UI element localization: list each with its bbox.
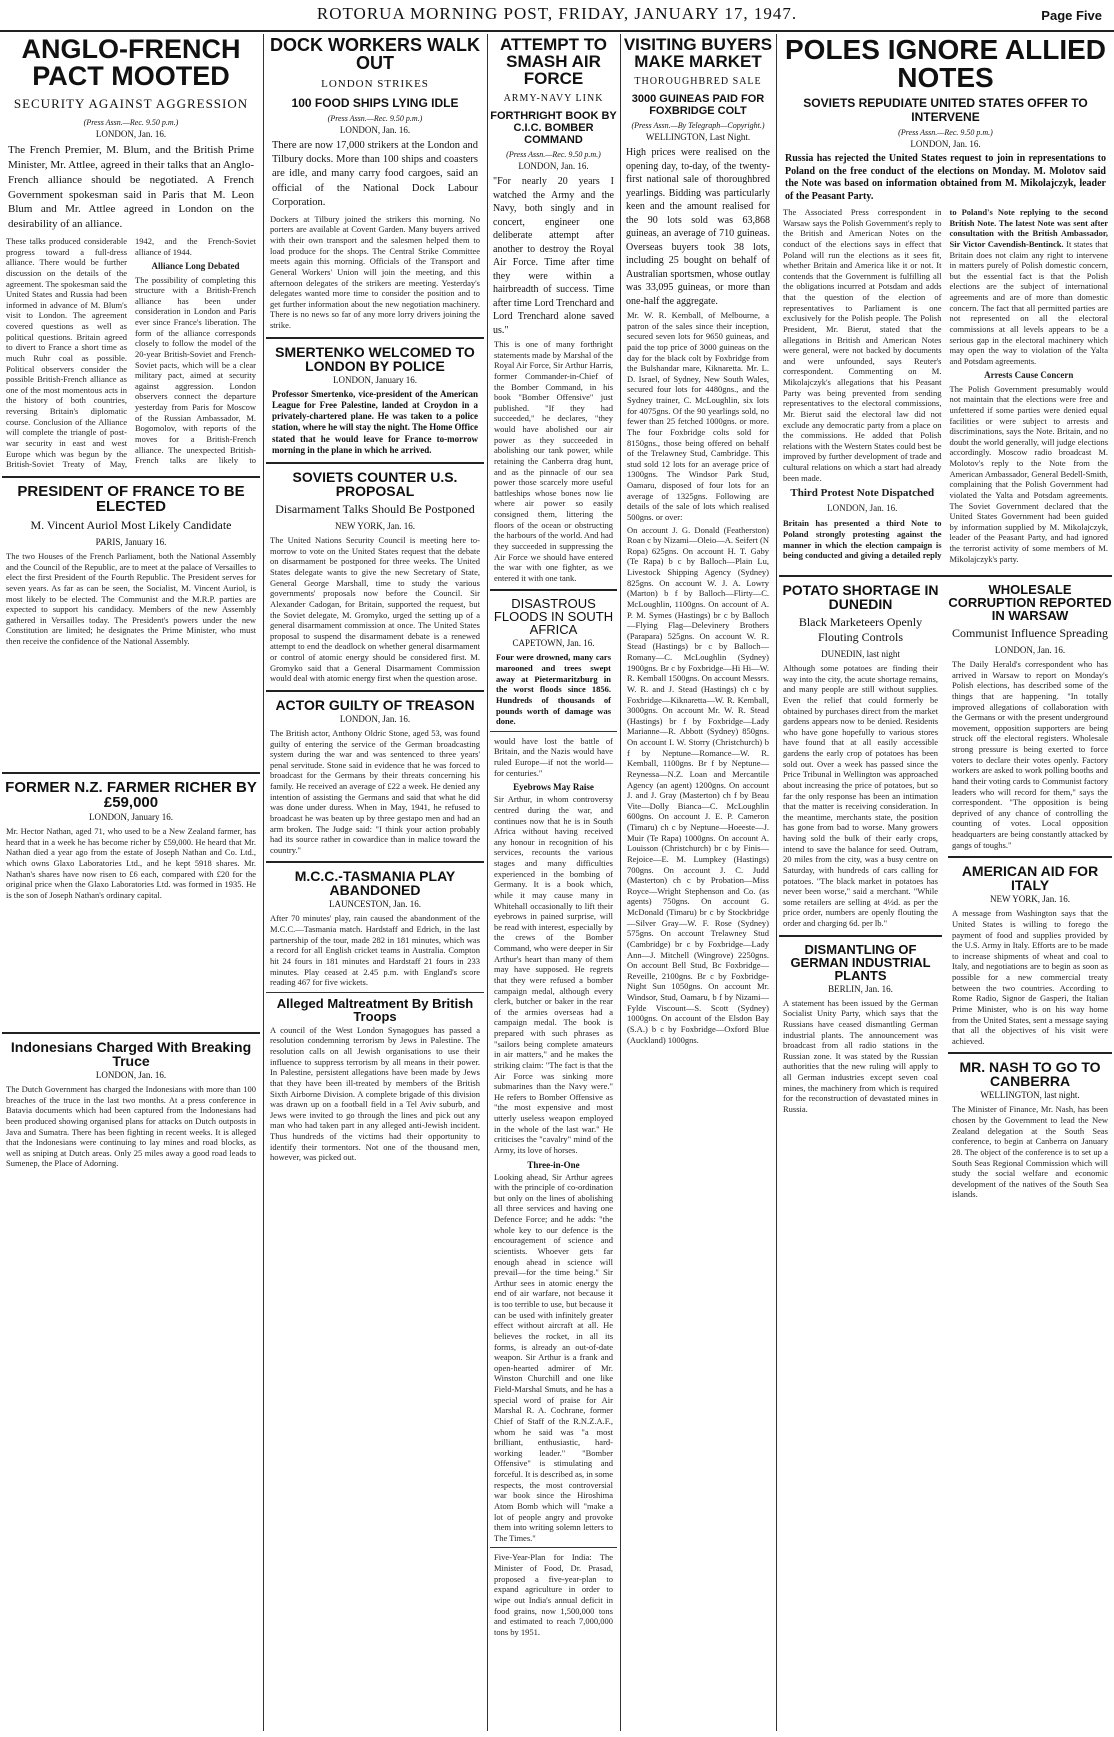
subheadline: SOVIETS REPUDIATE UNITED STATES OFFER TO INTERVENE <box>803 96 1088 124</box>
section-subhead: Alliance Long Debated <box>151 261 240 272</box>
headline: Indonesians Charged With Breaking Truce <box>10 1039 252 1070</box>
dateline: LONDON, January 16. <box>333 374 417 385</box>
section-divider <box>779 575 1112 577</box>
article-dismantling-plants <box>779 943 942 1115</box>
article-body <box>6 236 256 470</box>
article-dock-workers <box>266 36 484 331</box>
article-attempt-to-smash <box>490 36 617 583</box>
article-indonesians-charged <box>2 1040 260 1169</box>
section-divider <box>266 992 484 993</box>
section-divider <box>2 772 260 774</box>
article-body: The British actor, Anthony Oldric Stone, aged 53, was found guilty of entering the service of the German broadcasting system during the war and was sentenced to three years' penal servitude. Stone said in evidence that he was forced to broadcast for the Germans by their threats concerning his family. He received an average of £22 a week. He denied any intention of assisting the Germans and said that what he did was done under duress. When in May, 1941, he refused to broadcast he was beaten up by three gestapo men and had an arm broken. The Judge said: "I think your action probably had its source rather in cowardice than in malice toward the country." <box>270 727 480 855</box>
article-body: Sir Arthur, in whom controversy centred during the war, and continues now that he is in South Africa without having received any honour in recognition of his services, recounts the various stages and many difficulties experienced in the bombing of Germany. It is a book which, while it may cause many in Whitehall occasionally to lift their eyebrows in pained surprise, will be read with interest, especially by the crews of the Bomber Command, who were deeper in Sir Arthur's heart than many of them may have supposed. He regrets that they were refused a bomber campaign medal, although every clerk, butcher or baker in the rear of the armies overseas had a campaign medal. The book is prepared with such phrases as "sailors being complete amateurs in air matters," and he makes the striking claim: "The fact is that the Air Force was sinking more submarines than the Navy were." He refers to Bomber Offensive as "the most expensive and most utterly useless weapon employed in the whole of the last war." He criticises the "cavalry" mind of the Army, its love of horses. <box>494 794 613 1155</box>
lower-right <box>948 583 1112 1204</box>
article-floods-south-africa <box>490 597 617 726</box>
subheadline: THOROUGHBRED SALE <box>634 76 762 87</box>
article-smertenko <box>266 345 484 457</box>
column-4 <box>623 36 773 1731</box>
lead-paragraph: High prices were realised on the opening day, to-day, of the twenty-first national sale of thoroughbred yearlings. Bidding was particularly keen and the amount realised for the 90 lots sold was 63,868 guineas, an average of 710 guineas. Overseas buyers took 38 lots, including 25 bought on behalf of Australian sportsmen, whose outlay was 33,095 guineas, or more than one-half the aggregate. <box>626 147 770 307</box>
column-1 <box>2 36 260 1731</box>
body-text: It states that Britain does not claim any right to intervene in matters purely of Polish domestic concern, but the essential fact is that the Polish elections are the subject of international agreements and are of more than domestic concern. The fact that all permitted parties are not represented on all the electoral commissions at all levels appears to be a serious gap in the electoral machinery which may open the way to violation of the Yalta and Potsdam agreements. <box>949 238 1108 366</box>
subheadline: Black Marketeers Openly Flouting Controls <box>798 615 923 644</box>
article-body: Five-Year-Plan for India: The Minister of Food, Dr. Prasad, proposed a five-year-plan to expand agriculture in order to wipe out India's annual deficit in food grains, now 1,500,000 tons and estimated to reach 7,000,000 tons by 1951. <box>494 1552 613 1637</box>
article-former-nz-farmer <box>2 780 260 1026</box>
subheadline: SECURITY AGAINST AGGRESSION <box>13 96 249 111</box>
article-body: Looking ahead, Sir Arthur agrees with the principle of co-ordination but only on the lines of abolishing all three services and having one Defence Force; and he adds: "the whole key to our defence is the encouragement of science and scientists. Whoever gets far enough ahead in science will prevail—for the time being." Sir Arthur sees in atomic energy the end of air warfare, not because it is too terrible to use, but because it can be used with infinitely greater effect without aircraft at all. He believes the rocket, in all its forms, is already an out-of-date weapon. Sir Arthur is a frank and open-hearted admirer of Mr. Winston Churchill and one like Field-Marshal Smuts, and he has a special word of praise for Air Marshal R. A. Cochrane, former Chief of Staff of the R.N.Z.A.F., whom he said was "a most brilliant, enthusiastic, hard-working leader." "Bomber Offensive" is stimulating and forceful. It is described as, in some respects, the most controversial war book since the Hiroshima Atom Bomb which will "make a lot of people angry and provoke them into writing solemn letters to The Times." <box>494 1171 613 1543</box>
sale-results: On account J. G. Donald (Featherston) Roan c by Nizami—Oleio—A. Seifert (N Ropa) 625gns. On account H. T. Gaby (Te Rapa) b c by Balloch—Plain Lu, Livestock Shipping Agency (Sydney) 825gns. On account W. J. A. Lowry (Marton) b f by Balloch—Flirty—C. McLoughlin, 1100gns. On account of A. P. M. Symes (Hastings) br c by Balloch—Flying Flag—Delevinery Brothers (Parapara) 525gns. On account W. R. Stead (Hastings) br c by Balloch—Romany—C. McLoughlin (Sydney) 1900gns. Br c by Foxbridge—Hi Hi—W. R. Kemball 1500gns. On account Messrs. W. R. and J. Stead (Hastings) ch c by Foxbridge—Kiknaretta—W. R. Kemball, 3000gns. On account Mr. W. R. Stead (Hastings) br f by Foxbridge—Lady Marianne—R. Abbott (Sydney) 850gns. On account I. W. Storry (Christchurch) b f by Neptune—Romance—W. R. Kemball, 1100gns. Br f by Neptune—Reynessa—N.Z. Loan and Mercantile Agency (an agent) 1200gns. On account J. and J. Gray (Masterton) ch f by Beau Vite—Dolly Bianca—C. McLoughlin 600gns. On account J. E. P. Cameron (Timaru) ch c by Neptune—Hoeeste—J. Muir (Te Rapa) 1000gns. On account A. Louisson (Christchurch) br c by Finis—Rejoice—E. M. Lumpkey (Hastings) 700gns. On account J. C. Judd (Masterton) ch c by Probation—Miss Royce—Wright Stephenson and Co. (as agents) 750gns. On account G. McDonald (Timaru) br c by Stockbridge—Silver Gray—W. F. Rose (Sydney) 575gns. On account Trelawney Stud (Cambridge) br c by Foxbridge—Lady Ann—J. Mitchell (Wingrove) 2250gns. On account Bell Stud, Bc Foxbridge—Reveille, 2100gns. Br c by Foxbridge-Night Sun 1050gns. On account Mr. Windsor, Stud, Oamaru, b f by Nizami—Fylde Viscount—S. Scott (Sydney) 1000gns. On account of the Elsdon Bay (S.A.) b c by Foxbridge—Oxford Blue (Auckland) 1000gns. <box>627 524 769 1045</box>
dateline: BERLIN, Jan. 16. <box>828 983 893 994</box>
article-mr-nash <box>948 1060 1112 1200</box>
section-divider <box>2 476 260 478</box>
headline: POLES IGNORE ALLIED NOTES <box>785 36 1106 93</box>
masthead <box>0 0 1114 32</box>
section-divider <box>948 856 1112 858</box>
column-5 <box>779 36 1112 1731</box>
section-divider <box>266 337 484 339</box>
section-divider <box>490 1547 617 1548</box>
article-body: Professor Smertenko, vice-president of the American League for Free Palestine, landed at Croydon in a privately-chartered plane. He was taken to a police station, where he will stay the night. The Home Office stated that he would leave for France to-morrow morning in the plane in which he arrived. <box>272 388 478 455</box>
article-actor-treason <box>266 698 484 856</box>
section-divider <box>266 462 484 464</box>
article-bomber-continued <box>490 736 617 1544</box>
article-anglo-french-pact <box>2 36 260 470</box>
press-line: (Press Assn.—Rec. 9.50 p.m.) <box>506 150 601 159</box>
article-mcc-tasmania <box>266 869 484 987</box>
headline: SMERTENKO WELCOMED TO LONDON BY POLICE <box>275 343 475 374</box>
article-body: The Dutch Government has charged the Indonesians with more than 100 breaches of the truce in the last two months. At a press conference in Batavia documents which had been captured from the Indonesians had been produced showing organised plans for attacks on Dutch outposts in Java and Sumatra. There has been fighting in recent weeks. It is alleged that the Indonesians were continuing to lay mines and road blocks, as well as sniping at Dutch areas. Only 25 miles away a good road leads to Sumenep, the Place of Adorning. <box>6 1084 256 1169</box>
subheadline: LONDON STRIKES <box>321 78 429 90</box>
body-text: The Associated Press correspondent in Warsaw says the Polish Government's reply to the British and American Notes on the conduct of the elections says in effect that Poland will run the elections as it sees fit, whether Britain and America like it or not. It contends that the Government is fulfilling all the obligations incurred at Potsdam and adds that the question of the election of representatives to Parliament is one exclusively for the Polish people. The Polish President, Mr. Bierut, stated that the allegations in British and American Notes were general, were not backed by documents and were unfounded, says Reuter's correspondent. Commenting on M. Mikolajczyk's allegations that his Peasant Party was being prevented from sending representatives to the electoral commissions, Mr. Bierut said the electoral law did not exclude any democratic party from a place on the commissions. He added that Polish relations with the Western States could best be improved by further development of trade and cultural relations on which a start had already been made. <box>783 207 942 483</box>
lead-paragraph: There are now 17,000 strikers at the London and Tilbury docks. More than 100 ships and coasters are idle, and many carry food cargoes, said an official of the National Dock Labour Corporation. <box>272 140 478 208</box>
press-line: (Press Assn.—Rec. 9.50 p.m.) <box>898 128 993 137</box>
article-president-of-france <box>2 484 260 766</box>
article-body: would have lost the battle of Britain, and the Nazis would have ruled Europe—if not the world—for centuries." <box>494 735 613 778</box>
column-rule <box>620 34 621 1731</box>
headline: ATTEMPT TO SMASH AIR FORCE <box>499 36 608 88</box>
dateline: NEW YORK, Jan. 16. <box>335 521 415 532</box>
dateline: LONDON, Jan. 16. <box>339 125 411 135</box>
lead-paragraph: Russia has rejected the United States request to join in representations to Poland on the free conduct of the elections on Monday. M. Molotov said the Note was based on information obtained from M. Mikolajczyk, leader of the Peasant Party. <box>785 153 1106 202</box>
dateline: PARIS, January 16. <box>95 537 167 548</box>
press-line: (Press Assn.—Rec. 9.50 p.m.) <box>83 118 179 127</box>
headline: DISASTROUS FLOODS IN SOUTH AFRICA <box>493 596 614 638</box>
article-body: Mr. Hector Nathan, aged 71, who used to be a New Zealand farmer, has heard that in a week he has become richer by £59,000. He heard that Mr. Nathan died a year ago from the estate of Joseph Nathan and Co. Ltd., which owns Glaxo Laboratories Ltd., and he kept 5918 shares. Mr. Nathan's shares have now risen to £6 each, compared with £20 for the original price when the Glaxo Laboratories Ltd. was formed in 1935. He is the son of Joseph Nathan's ordinary capital. <box>6 826 256 900</box>
lead-paragraph: The French Premier, M. Blum, and the British Prime Minister, Mr. Attlee, agreed in their talks that an Anglo-French alliance should be negotiated. A French Government spokesman said in Paris that M. Leon Blum and Mr. Attlee agreed in London on the desirability of an alliance. <box>8 144 254 231</box>
column-2 <box>266 36 484 1731</box>
headline: ANGLO-FRENCH PACT MOOTED <box>21 36 241 91</box>
deck: FORTHRIGHT BOOK BY C.I.C. BOMBER COMMAND <box>490 110 617 146</box>
headline: WHOLESALE CORRUPTION REPORTED IN WARSAW <box>948 582 1112 623</box>
section-subhead: Three-in-One <box>527 1159 580 1170</box>
subheadline: M. Vincent Auriol Most Likely Candidate <box>30 518 232 533</box>
dateline: WELLINGTON, Last Night. <box>645 132 751 142</box>
article-body: A council of the West London Synagogues has passed a resolution condemning terrorism by Jews in Palestine. The resolution calls on all Jewish organisations to use their influence to suppress terrorism by all means in their power. In Palestine, persistent allegations have been made by Jews that they have been ill-treated by members of the British Sixth Airborne Division. A complete brigade of this division was drawn up on a football field in a Tel Aviv suburb, and Jews were invited to go through the lines and pick out any man who had taken part in any alleged anti-Jewish incident. Thus hundreds of the victims had their opportunity to identify their tormentors. Not one of the thousand men, however, was picked out. <box>270 1024 480 1163</box>
section-divider <box>779 935 942 937</box>
dateline: DUNEDIN, last night <box>821 649 900 659</box>
body-text: Britain has presented a third Note to Poland strongly protesting against the manner in which the election campaign is being conducted and giving a detailed reply to Poland's Note replying to the second British Note. The latest Note was sent after consultation with the British Ambassador, Sir Victor Cavendish-Bentinck. <box>783 207 1108 561</box>
dateline: LONDON, January 16. <box>89 812 173 823</box>
column-3 <box>490 36 617 1731</box>
article-body: A statement has been issued by the German Socialist Unity Party, which says that the Russians have ceased dismantling German industrial plants. The announcement was broadcast from all radio stations in the Russian zone. It was stated by the Russian authorities that the new ruling will apply to all German industries except seven coal mines, the machinery from which is required for the reconstruction of devastated mines in Russia. <box>783 997 938 1114</box>
headline: AMERICAN AID FOR ITALY <box>961 863 1099 894</box>
headline: FORMER N.Z. FARMER RICHER BY £59,000 <box>5 779 257 812</box>
article-american-aid <box>948 864 1112 1046</box>
headline: DOCK WORKERS WALK OUT <box>270 36 480 73</box>
section-subhead: Arrests Cause Concern <box>984 370 1074 381</box>
article-body: A message from Washington says that the United States is willing to forego the payment of food and supplies provided by the U.S. Army in Italy. Efforts are to be made to increase shipments of wheat and coal to Italy, and negotiations are to begin as soon as possible for a new commercial treaty between the two countries. According to Rome Radio, Signor de Gasperi, the Italian Prime Minister, who is on his way home from the United States, sent a message saying that all the objectives of his visit were achieved. <box>952 908 1108 1046</box>
body-text: The Polish Government presumably would not maintain that the elections were free and unfettered if some parties were denied equal facilities or were subject to arrests and discriminations, says the Note. Britain, and no doubt the world generally, will judge elections accordingly. Moscow radio broadcast M. Molotov's reply to the Note from the American Ambassador, General Bedell-Smith, complaining that the Polish Government had violated the Yalta and Potsdam agreements. The Soviet Government declared that the United States Government had been guided by information supplied by M. Mikolajczyk, leader of the Peasant Party, and had ignored the terrorist activity of some members of M. Mikolajczyk's party. <box>949 383 1108 564</box>
article-wholesale-corruption <box>948 583 1112 850</box>
article-visiting-buyers <box>623 36 773 1045</box>
dateline: LONDON, Jan. 16. <box>95 1070 167 1081</box>
page-number: Page Five <box>1041 8 1102 23</box>
deck: 100 FOOD SHIPS LYING IDLE <box>291 96 459 110</box>
article-body: The Minister of Finance, Mr. Nash, has been chosen by the Government to lead the New Zealand delegation at the South Seas conference, to begin at Canberra on January 28. The object of the conference is to set up a South Seas Regional Commission which will study the social welfare and economic development of the natives of the South Sea islands. <box>952 1104 1108 1200</box>
subheadline: Communist Influence Spreading <box>952 626 1108 640</box>
body-text: The possibility of completing this structure with a British-French alliance has been under consideration in London and Paris ever since France's liberation. The form of the alliance corresponds closely to follow the model of the 20-year British-Soviet and French-Soviet pacts, which will be a clear military pact, aimed at security against aggression. London observers connect the departure yesterday from Paris for Moscow of the Russian Ambassador, M. Bogomolov, with reports of the moves for a British-French alliance. The unexpected British-French talks are likely to <box>135 274 256 466</box>
section-divider <box>266 861 484 863</box>
column-rule <box>487 34 488 1731</box>
article-alleged-maltreatment <box>266 997 484 1163</box>
press-line: (Press Assn.—By Telegraph—Copyright.) <box>631 121 765 130</box>
lead-paragraph: Four were drowned, many cars marooned and trees swept away at Pietermaritzburg in the worst floods since 1856. Hundreds of thousands of pounds worth of damage was done. <box>496 652 611 727</box>
section-divider <box>2 1032 260 1034</box>
headline: SOVIETS COUNTER U.S. PROPOSAL <box>292 469 458 500</box>
headline: VISITING BUYERS MAKE MARKET <box>623 36 773 71</box>
headline: DISMANTLING OF GERMAN INDUSTRIAL PLANTS <box>790 941 931 983</box>
subheadline: Disarmament Talks Should Be Postponed <box>275 502 475 517</box>
lower-section <box>779 583 1112 1204</box>
section-subhead: Third Protest Note Dispatched <box>790 487 935 500</box>
article-soviets-counter <box>266 470 484 684</box>
dateline: LONDON, Jan. 16. <box>910 139 981 149</box>
body-text: These talks produced considerable progress toward a full-dress alliance. There would be further discussion on the details of the agreement. The spokesman said the United States and Russia had been informed in advance of M. Blum's visit to London. The agreement covered questions as well as political questions. Britain agreed to divert to France a short time as much Ruhr coal as possible. Political observers consider the possible British-French alliance as one of the most momentous acts in the history of both countries, reversing Britain's diplomatic course. Conclusion of the Alliance will complete the triangle of post-war security in east and west Europe which was begun by the British-Soviet Treaty of May, 1942, and the French-Soviet alliance of 1944. <box>6 236 256 470</box>
headline: MR. NASH TO GO TO CANBERRA <box>959 1059 1101 1090</box>
headline: Alleged Maltreatment By British Troops <box>276 995 474 1024</box>
lower-left <box>779 583 942 1204</box>
article-body: Although some potatoes are finding their way into the city, the acute shortage remains, and many people are still without supplies. Even the relief that could formerly be obtained by purchases direct from the market gardens appears now to be denied. Residents who have gone hopefully to various stores have found that at all easily accessible gardens the early crop of potatoes has been sold out. Over a week has passed since the Price Tribunal in Wellington was approached about increasing the price of potatoes, but so far the only response has been an intimation that the matter is receiving consideration. In the meantime, merchants state, the position has gone from bad to worse. Many growers having sold the bulk of their early crops, intend to save the balance for seed. Outram, 20 miles from the city, was a busy centre on Saturday, with hundreds of cars calling for potatoes. "The black market in potatoes has never been worse," said a merchant. "While some retailers are selling at 4½d. as per the price order, numbers are openly flouting the order and charging 6d. per lb." <box>783 663 938 928</box>
dateline: LAUNCESTON, Jan. 16. <box>328 899 422 910</box>
article-body: The United Nations Security Council is meeting here to-morrow to vote on the United States request that the debate on disarmament be postponed for three weeks. The United States delegate wants to give the new Secretary of State, General George Marshall, time to study the various governments' proposals now before the Council. Sir Alexander Cadogan, for Britain, supported the request, but the Soviet delegate, M. Gromyko, urged the setting up of a general disarmament commission at once. The United States proposal to suspend the disarmament debate is a renewed attempt to end the deadlock on whether general disarmament or control of atomic energy should be considered first. M. Gromyko said that a General Disarmament Commission would deal with atomic energy first when the question arose. <box>270 535 480 684</box>
article-body: This is one of many forthright statements made by Marshal of the Royal Air Force, Sir Arthur Harris, former Commander-in-Chief of the Bomber Command, in his book "Bomber Offensive" just published. "If they had succeeded," he declares, "they would have abolished our air power as they succeeded in abolishing our tank power, while retaining the Canberra drag hunt, and as the pinnacle of our sea power those scarcely more useful battleships whose bones now lie where air power so easily consigned them, littering the floors of the ocean or obstructing the harbours of the world. And had they succeeded in suppressing the Air Force we should have entered the war with one fighter, as we entered it with one tank. <box>494 339 613 583</box>
dateline: LONDON, Jan. 16. <box>95 129 167 139</box>
dateline: NEW YORK, Jan. 16. <box>990 894 1070 905</box>
deck: 3000 GUINEAS PAID FOR FOXBRIDGE COLT <box>631 93 765 117</box>
column-rule <box>776 34 777 1731</box>
section-divider <box>490 731 617 732</box>
dateline: CAPETOWN, Jan. 16. <box>512 638 595 649</box>
article-body <box>783 207 1108 569</box>
headline: ACTOR GUILTY OF TREASON <box>275 696 475 713</box>
section-divider <box>490 589 617 591</box>
section-divider <box>266 690 484 692</box>
masthead-title: ROTORUA MORNING POST, FRIDAY, JANUARY 17, 1947. <box>316 4 798 23</box>
headline: POTATO SHORTAGE IN DUNEDIN <box>782 582 939 612</box>
article-body: Mr. W. R. Kemball, of Melbourne, a patron of the sales since their inception, secured seven lots for 9650 guineas, and paid the top price of 3000 guineas on the day for the black colt by Foxbridge from the Bulshandar mare, Kiknaretta. Mr. L. D. Israel, of Sydney, New South Wales, secured four lots for 4480gns., and the Sydney trainer, C. McLoughlin, six lots for 4075gns. Of the 90 yearlings sold, no fewer than 25 fetched 1000gns. or more. The four Foxbridge colts sold for 8150gns., those being offered on behalf of the Trelawney Stud, Cambridge. This stud sold 12 lots for an average price of 1300gns. The Windsor Park Stud, Oamaru, disposed of four lots for an average of 1325gns. Following are details of the sale of lots which realised 500gns. or over: <box>627 310 769 522</box>
dateline: LONDON, Jan. 16. <box>518 161 589 171</box>
dateline: LONDON, Jan. 16. <box>339 713 411 724</box>
subheadline: ARMY-NAVY LINK <box>503 93 604 104</box>
dateline: LONDON, Jan. 16. <box>827 503 898 513</box>
headline: PRESIDENT OF FRANCE TO BE ELECTED <box>17 483 245 516</box>
lead-paragraph: "For nearly 20 years I watched the Army and the Navy, both singly and in concert, engineer one deliberate attempt after another to destroy the Royal Air Force. Time after time they were within a hairbreadth of success. Time after time Lord Trenchard and Lord Trenchard alone saved us." <box>493 176 614 336</box>
press-line: (Press Assn.—Rec. 9.50 p.m.) <box>327 114 423 123</box>
article-poles-ignore <box>779 36 1112 569</box>
article-body: Dockers at Tilbury joined the strikers this morning. No porters are available at Covent Garden. Many buyers arrived with their own transport and the salesmen helped them to load produce for the shops. The Central Strike Committee meets again this morning. Officials of the Transport and General Workers' Union will join the meeting, and this afternoon delegates of the strikers are meeting. Yesterday's delegates wanted more time to consider the position and to get further information about the new negotiation machinery. There is no news so far of any more lorry drivers joining the strike. <box>270 213 480 331</box>
dateline: WELLINGTON, last night. <box>980 1090 1080 1101</box>
dateline: LONDON, Jan. 16. <box>994 645 1066 655</box>
section-subhead: Eyebrows May Raise <box>513 782 594 793</box>
article-body: The two Houses of the French Parliament, both the National Assembly and the Council of the Republic, are to meet at the palace of Versailles to elect the first President of the Fourth Republic. The President serves for seven years. As far as can be seen, the Socialist, M. Vincent Auriol, is most likely to be elected. The Communist and the M.R.P. parties are expected to support his candidacy. Members of the new Assembly gathered in Versailles today. The President's powers under the new Constitution are limited; he designates the Prime Minister, who must then receive the confidence of the National Assembly. <box>6 551 256 647</box>
section-divider <box>948 1052 1112 1054</box>
article-potato-shortage <box>779 583 942 929</box>
column-rule <box>263 34 264 1731</box>
article-body: After 70 minutes' play, rain caused the abandonment of the M.C.C.—Tasmania match. Hardstaff and Edrich, in the last partnership of the tour, made 282 in 181 minutes, which was a record for all English cricket teams in Australia. Compton hit 24 fours in 181 minutes and Hardstaff 21 fours in 233 minutes. Play ceased at 2.45 p.m. with England's score reading 467 for five wickets. <box>270 913 480 988</box>
article-body: The Daily Herald's correspondent who has arrived in Warsaw to report on Monday's Polish elections, has described some of the things that are happening. "In totally improved allegations of collaboration with the Germans or with the present underground movement, opposition supporters are being struck off the electoral registers. Wholesale strong pressure is being exerted to force voters to declare their votes openly. Factory workers are asked to work polling booths and hand their voting cards to Communist factory leaders who will record for them," says the correspondent. "The opposition is being deprived of any chance of controlling the counting of votes. Local opposition headquarters are being constantly attacked by gangs of toughs." <box>952 659 1108 850</box>
headline: M.C.C.-TASMANIA PLAY ABANDONED <box>294 868 456 899</box>
